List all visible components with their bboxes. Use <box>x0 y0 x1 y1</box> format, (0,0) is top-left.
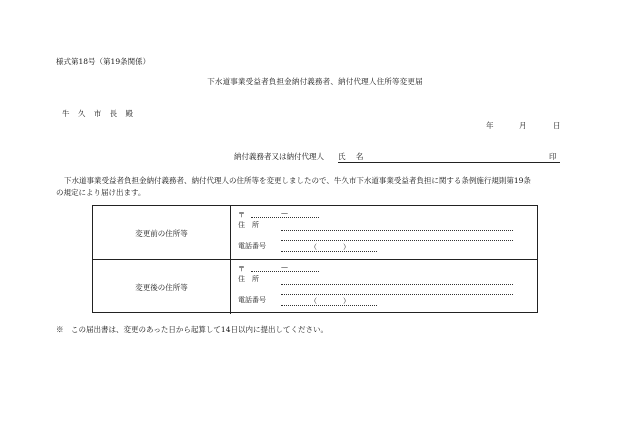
date-year-label: 年 <box>486 121 494 130</box>
date-day-label: 日 <box>553 121 561 130</box>
seal-mark: 印 <box>549 152 557 161</box>
address-field-before-line-1[interactable] <box>281 230 513 231</box>
footnote: ※ この届出書は、変更のあった日から起算して14日以内に提出してください。 <box>56 325 328 334</box>
phone-paren-open-after: （ <box>310 297 317 305</box>
address-field-before-line-2[interactable] <box>281 240 513 241</box>
phone-field-before[interactable] <box>281 251 377 252</box>
phone-paren-close-after: ） <box>343 297 350 305</box>
phone-paren-close-before: ） <box>343 243 350 251</box>
date-month-label: 月 <box>519 121 527 130</box>
phone-label-before: 電話番号 <box>238 242 266 250</box>
row-label-before: 変更前の住所等 <box>93 206 231 260</box>
phone-label-after: 電話番号 <box>238 296 266 304</box>
postal-dash-before: — <box>281 209 288 217</box>
body-text-line-1: 下水道事業受益者負担金納付義務者、納付代理人の住所等を変更しましたので、牛久市下水道事業受益者負担に関する条例施行規則第19条 <box>64 176 531 185</box>
address-label-after: 住 所 <box>238 275 259 283</box>
postal-code-field-before[interactable] <box>251 217 319 218</box>
body-text <box>56 175 576 199</box>
address-change-table <box>92 205 538 313</box>
table-row-before <box>93 206 537 260</box>
name-label: 氏 名 <box>338 152 364 161</box>
form-number: 様式第18号（第19条関係） <box>56 57 151 66</box>
phone-field-after[interactable] <box>281 305 377 306</box>
postal-dash-after: — <box>281 263 288 271</box>
table-row-after <box>93 259 537 314</box>
name-signature-line[interactable] <box>338 162 560 163</box>
signer-label: 納付義務者又は納付代理人 <box>234 152 324 161</box>
address-field-after-line-2[interactable] <box>281 294 513 295</box>
addressee: 牛 久 市 長 殿 <box>62 109 134 118</box>
body-text-line-2: の規定により届け出ます。 <box>56 188 146 197</box>
postal-code-field-after[interactable] <box>251 271 319 272</box>
row-label-after: 変更後の住所等 <box>93 260 231 314</box>
phone-paren-open-before: （ <box>310 243 317 251</box>
postal-mark-before: 〒 <box>238 211 245 219</box>
postal-mark-after: 〒 <box>238 265 245 273</box>
address-field-after-line-1[interactable] <box>281 284 513 285</box>
document-title: 下水道事業受益者負担金納付義務者、納付代理人住所等変更届 <box>207 77 423 86</box>
address-label-before: 住 所 <box>238 221 259 229</box>
